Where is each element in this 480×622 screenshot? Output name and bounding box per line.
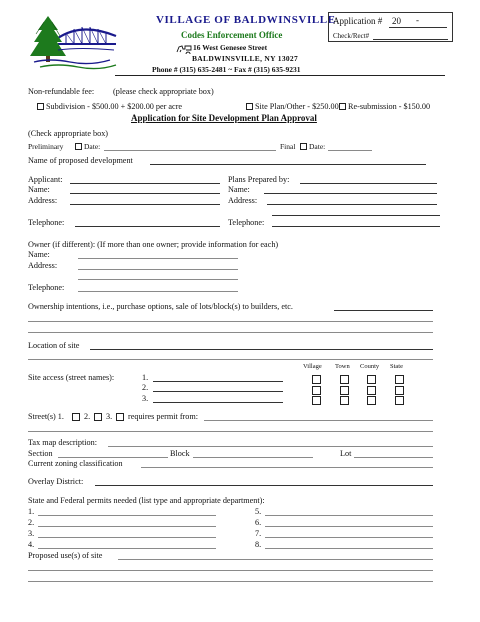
street-1-checkbox[interactable] [72, 413, 80, 421]
preliminary-date-label: Date: [84, 142, 101, 151]
owner-label: Owner (if different): (If more than one owner; provide information for each) [28, 240, 279, 249]
overlay-district-field[interactable] [95, 485, 433, 486]
check-appropriate-box: (Check appropriate box) [28, 129, 109, 138]
proposed-use-field-3[interactable] [28, 581, 433, 582]
location-label: Location of site [28, 341, 80, 350]
plans-telephone-label: Telephone: [228, 218, 265, 227]
site-access-field-1[interactable] [153, 381, 283, 382]
office-phone: Phone # (315) 635-2481 ~ Fax # (315) 635-9231 [152, 65, 301, 74]
horse-buggy-icon [176, 41, 194, 51]
plans-address-field-2[interactable] [272, 215, 440, 216]
owner-telephone-label: Telephone: [28, 283, 65, 292]
resubmission-option: Re-submission - $150.00 [348, 102, 431, 111]
permit-num-3: 3. [28, 529, 35, 538]
site-access-3-village-checkbox[interactable] [312, 396, 321, 405]
proposed-use-field[interactable] [118, 559, 433, 560]
applicant-label: Applicant: [28, 175, 63, 184]
development-name-field[interactable] [150, 164, 426, 165]
location-field-2[interactable] [28, 359, 433, 360]
permits-label: State and Federal permits needed (list type and appropriate department): [28, 496, 265, 505]
zoning-label: Current zoning classification [28, 459, 123, 468]
ownership-intentions-label: Ownership intentions, i.e., purchase options, sale of lots/block(s) to builders, etc. [28, 302, 293, 311]
check-receipt-line[interactable] [373, 39, 448, 40]
permit-num-1: 1. [28, 507, 35, 516]
proposed-use-label: Proposed use(s) of site [28, 551, 103, 560]
site-access-field-3[interactable] [153, 402, 283, 403]
applicant-address-label: Address: [28, 196, 58, 205]
permit-num-8: 8. [255, 540, 262, 549]
village-logo [30, 14, 122, 72]
permit-field-8[interactable] [265, 548, 433, 549]
plans-prepared-field[interactable] [300, 183, 437, 184]
proposed-use-field-2[interactable] [28, 570, 433, 571]
application-number-value[interactable]: 20 [392, 16, 401, 26]
applicant-telephone-field[interactable] [75, 226, 220, 227]
section-field[interactable] [58, 457, 168, 458]
site-access-2-town-checkbox[interactable] [340, 386, 349, 395]
tax-map-field[interactable] [108, 446, 433, 447]
streets-label: Street(s) 1. [28, 412, 64, 421]
requires-permit-label: requires permit from: [128, 412, 199, 421]
fee-label: Non-refundable fee: [28, 87, 95, 96]
owner-address-field-2[interactable] [78, 279, 238, 280]
col-county: County [360, 363, 380, 370]
owner-address-field[interactable] [78, 269, 238, 270]
site-access-2-village-checkbox[interactable] [312, 386, 321, 395]
application-number-line [389, 27, 447, 28]
permit-field-7[interactable] [265, 537, 433, 538]
applicant-name-field[interactable] [70, 193, 220, 194]
plans-telephone-field[interactable] [272, 226, 440, 227]
final-date-label: Date: [309, 142, 326, 151]
section-label: Section [28, 449, 53, 458]
site-access-field-2[interactable] [153, 391, 283, 392]
plans-prepared-label: Plans Prepared by: [228, 175, 290, 184]
permit-field-2[interactable] [38, 526, 216, 527]
tax-map-label: Tax map description: [28, 438, 98, 447]
applicant-address-field[interactable] [70, 204, 220, 205]
permit-field-4[interactable] [38, 548, 216, 549]
streets-two: 2. [84, 412, 91, 421]
site-access-2-state-checkbox[interactable] [395, 386, 404, 395]
zoning-field[interactable] [141, 467, 433, 468]
site-access-num-3: 3. [142, 394, 149, 403]
applicant-name-label: Name: [28, 185, 50, 194]
col-town: Town [335, 363, 350, 370]
permit-num-4: 4. [28, 540, 35, 549]
site-access-1-village-checkbox[interactable] [312, 375, 321, 384]
fee-instruction: (please check appropriate box) [113, 87, 214, 96]
owner-address-label: Address: [28, 261, 58, 270]
permit-num-5: 5. [255, 507, 262, 516]
permit-from-field-2[interactable] [28, 431, 433, 432]
site-access-1-state-checkbox[interactable] [395, 375, 404, 384]
applicant-telephone-label: Telephone: [28, 218, 65, 227]
permit-num-6: 6. [255, 518, 262, 527]
street-2-checkbox[interactable] [94, 413, 102, 421]
permit-from-field[interactable] [204, 420, 433, 421]
preliminary-label: Preliminary [28, 142, 64, 151]
permit-field-6[interactable] [265, 526, 433, 527]
streets-three: 3. [106, 412, 113, 421]
site-access-1-town-checkbox[interactable] [340, 375, 349, 384]
location-field[interactable] [90, 349, 433, 350]
preliminary-checkbox[interactable] [75, 143, 82, 150]
col-state: State [390, 363, 403, 370]
site-access-3-county-checkbox[interactable] [367, 396, 376, 405]
overlay-district-label: Overlay District: [28, 477, 84, 486]
ownership-field-3[interactable] [28, 332, 433, 333]
form-title: Application for Site Development Plan Approval [131, 113, 317, 123]
owner-name-field[interactable] [78, 258, 238, 259]
owner-name-label: Name: [28, 250, 50, 259]
plans-address-label: Address: [228, 196, 258, 205]
resubmission-checkbox[interactable] [339, 103, 346, 110]
final-date-field[interactable] [328, 150, 372, 151]
block-label: Block [170, 449, 190, 458]
permit-field-1[interactable] [38, 515, 216, 516]
permit-num-2: 2. [28, 518, 35, 527]
lot-label: Lot [340, 449, 352, 458]
permit-field-5[interactable] [265, 515, 433, 516]
site-access-num-2: 2. [142, 383, 149, 392]
tree-bridge-icon [30, 14, 122, 72]
owner-telephone-field[interactable] [78, 291, 238, 292]
development-name-label: Name of proposed development [28, 156, 133, 165]
plans-name-label: Name: [228, 185, 250, 194]
street-3-checkbox[interactable] [116, 413, 124, 421]
site-plan-checkbox[interactable] [246, 103, 253, 110]
site-access-1-county-checkbox[interactable] [367, 375, 376, 384]
final-checkbox[interactable] [300, 143, 307, 150]
application-number-dash: - [416, 15, 419, 25]
site-access-3-state-checkbox[interactable] [395, 396, 404, 405]
check-receipt-label: Check/Rect# [333, 32, 370, 40]
col-village: Village [303, 363, 322, 370]
applicant-field[interactable] [70, 183, 220, 184]
block-field[interactable] [193, 457, 313, 458]
plans-name-field[interactable] [264, 193, 437, 194]
application-number-label: Application # [333, 16, 383, 26]
office-name: Codes Enforcement Office [181, 30, 283, 40]
subdivision-option: Subdivision - $500.00 + $200.00 per acre [46, 102, 183, 111]
site-access-3-town-checkbox[interactable] [340, 396, 349, 405]
permit-num-7: 7. [255, 529, 262, 538]
preliminary-date-field[interactable] [104, 150, 276, 151]
ownership-field-1[interactable] [334, 310, 433, 311]
office-city: BALDWINSVILLE, NY 13027 [192, 54, 299, 63]
header-divider [115, 75, 445, 76]
final-label: Final [280, 142, 296, 151]
lot-field[interactable] [354, 457, 433, 458]
office-street: 16 West Genesee Street [193, 43, 268, 52]
subdivision-checkbox[interactable] [37, 103, 44, 110]
plans-address-field[interactable] [267, 204, 437, 205]
site-access-2-county-checkbox[interactable] [367, 386, 376, 395]
site-plan-option: Site Plan/Other - $250.00 [255, 102, 339, 111]
site-access-num-1: 1. [142, 373, 149, 382]
site-access-label: Site access (street names): [28, 373, 115, 382]
village-name: VILLAGE OF BALDWINSVILLE [156, 14, 336, 26]
ownership-field-2[interactable] [28, 321, 433, 322]
permit-field-3[interactable] [38, 537, 216, 538]
